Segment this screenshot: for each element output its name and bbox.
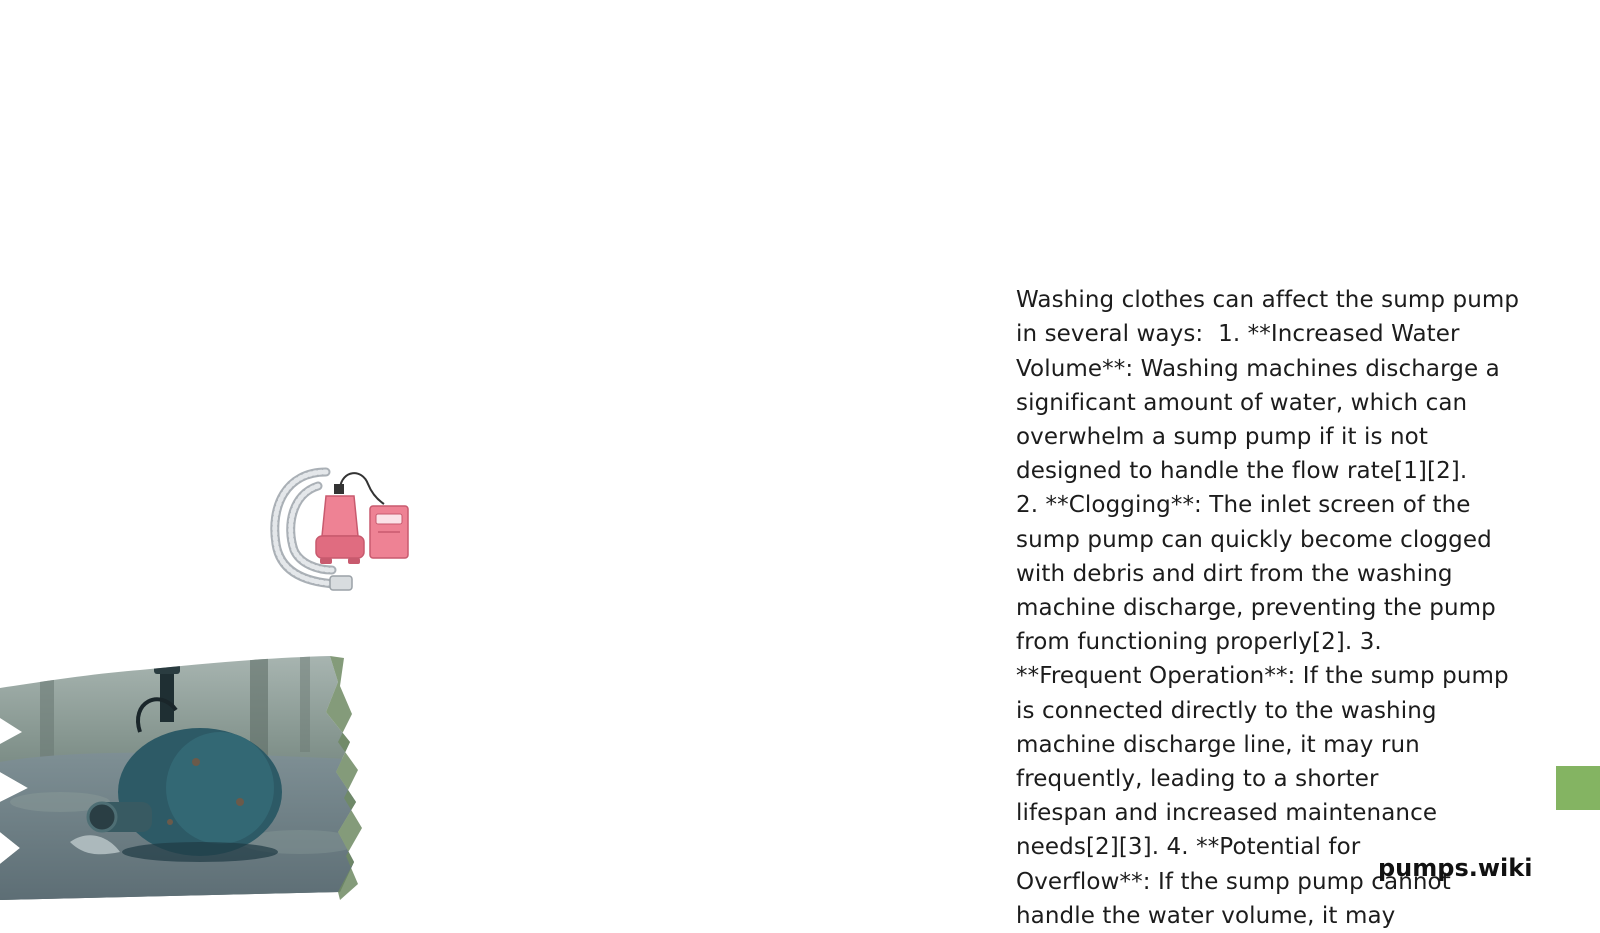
sump-pump-illustration-icon bbox=[268, 466, 416, 598]
brand-logo[interactable]: pumps.wiki bbox=[1378, 854, 1533, 882]
accent-block bbox=[1556, 766, 1600, 810]
article-text bbox=[1016, 249, 1536, 933]
submerged-pump-photo bbox=[0, 652, 370, 900]
accent-square bbox=[1556, 766, 1600, 810]
paragraph-line-1: Washing clothes can affect the sump pump in several ways: 1. **Increased Water Volume**: Washing machines discharge a significant amount of water, which can overwhelm a sump pump if it is not designed to handle the flow rate[1][2]. 2. **Clogging**: The inlet screen of the sump pump can quickly become clogged with debris and dirt from the washing machine discharge, preventing the pump from functioning properly[2]. 3. **Frequent Operation**: If the sump pump is connected directly to the washing machine discharge line, it may run frequently, leading to a shorter lifespan and increased maintenance needs[2][3]. 4. **Potential for Overflow**: If the sump pump cannot handle the water volume, it may bbox=[1016, 287, 1520, 929]
